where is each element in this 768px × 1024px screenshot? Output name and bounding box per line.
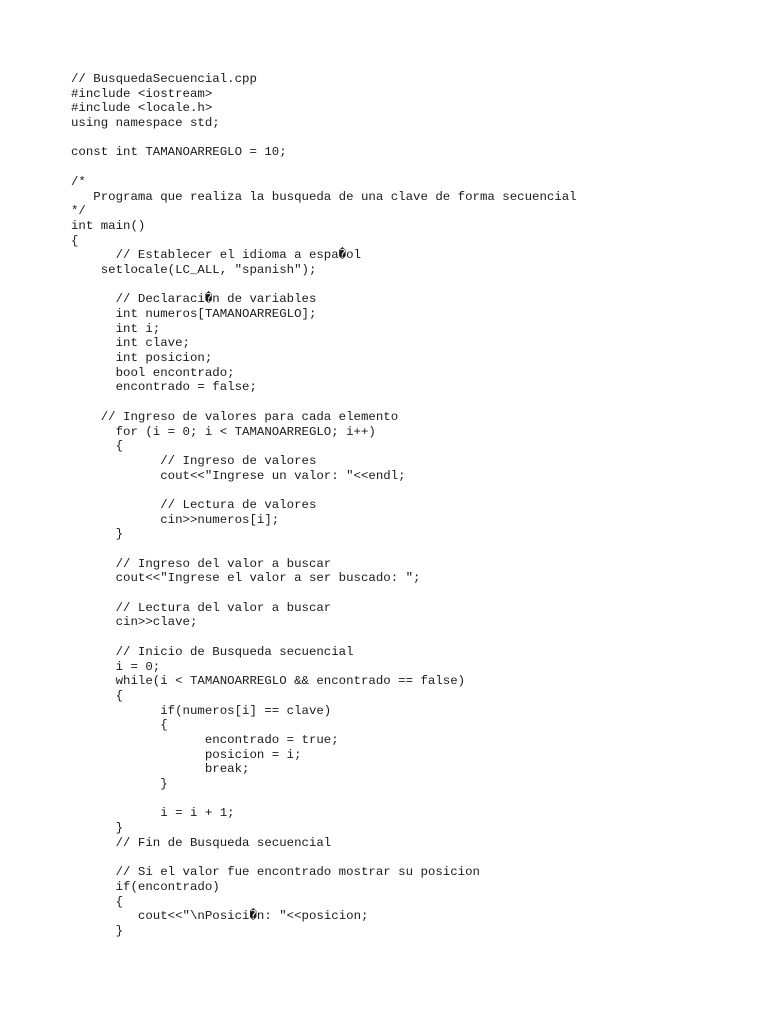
code-line: i = 0; <box>71 659 161 674</box>
code-line: { <box>71 718 168 733</box>
code-line <box>71 483 577 498</box>
code-line: int clave; <box>71 336 190 351</box>
code-line <box>71 630 577 645</box>
code-line: const int TAMANOARREGLO = 10; <box>71 145 287 160</box>
code-line: int i; <box>71 321 161 336</box>
code-line: } <box>71 777 168 791</box>
code-line: if(numeros[i] == clave) <box>71 703 332 718</box>
code-line: } <box>71 923 124 938</box>
code-line: setlocale(LC_ALL, "spanish"); <box>71 262 317 277</box>
code-line: #include <iostream> <box>71 86 213 101</box>
code-line: cout<<"Ingrese el valor a ser buscado: "; <box>71 571 421 586</box>
code-line: // Fin de Busqueda secuencial <box>71 835 332 850</box>
code-line: { <box>71 233 79 248</box>
code-line: cout<<"Ingrese un valor: "<<endl; <box>71 468 406 483</box>
code-line: // BusquedaSecuencial.cpp <box>71 72 257 86</box>
code-line <box>71 160 577 175</box>
code-line <box>71 395 577 410</box>
code-line: // Ingreso del valor a buscar <box>71 556 332 571</box>
code-line: cout<<"\nPosici�n: "<<posicion; <box>71 909 369 924</box>
code-line: // Inicio de Busqueda secuencial <box>71 644 354 659</box>
code-line: // Ingreso de valores <box>71 453 317 468</box>
code-line <box>71 278 577 293</box>
code-line: break; <box>71 762 250 777</box>
code-line: // Lectura de valores <box>71 497 317 512</box>
code-line: // Ingreso de valores para cada elemento <box>71 409 399 424</box>
code-line: { <box>71 439 124 454</box>
code-line: // Si el valor fue encontrado mostrar su posicion <box>71 865 480 880</box>
code-line: int posicion; <box>71 351 213 366</box>
code-line: using namespace std; <box>71 116 220 131</box>
code-line: #include <locale.h> <box>71 101 213 116</box>
code-line: */ <box>71 204 86 219</box>
code-line: posicion = i; <box>71 747 302 762</box>
code-line: if(encontrado) <box>71 879 220 894</box>
code-line: int numeros[TAMANOARREGLO]; <box>71 307 317 321</box>
code-line <box>71 850 577 865</box>
code-line: cin>>numeros[i]; <box>71 512 280 527</box>
code-line <box>71 792 577 807</box>
code-line: for (i = 0; i < TAMANOARREGLO; i++) <box>71 424 376 439</box>
code-line: // Declaraci�n de variables <box>71 292 317 307</box>
code-line: Programa que realiza la busqueda de una clave de forma secuencial <box>71 189 577 204</box>
code-line <box>71 586 577 601</box>
code-line: bool encontrado; <box>71 365 235 380</box>
code-line <box>71 131 577 146</box>
code-line: } <box>71 527 124 542</box>
code-line: { <box>71 688 124 703</box>
code-line: /* <box>71 174 86 189</box>
code-line <box>71 542 577 557</box>
code-line: { <box>71 894 124 909</box>
code-line: encontrado = false; <box>71 380 257 395</box>
code-line: // Lectura del valor a buscar <box>71 600 332 615</box>
code-line: } <box>71 821 124 836</box>
code-line: int main() <box>71 218 146 233</box>
code-line: while(i < TAMANOARREGLO && encontrado == false) <box>71 674 466 689</box>
source-code-listing <box>71 72 577 939</box>
code-line: // Establecer el idioma a espa�ol <box>71 248 362 263</box>
code-line: i = i + 1; <box>71 806 235 821</box>
code-line: encontrado = true; <box>71 732 339 747</box>
code-line: cin>>clave; <box>71 615 198 630</box>
